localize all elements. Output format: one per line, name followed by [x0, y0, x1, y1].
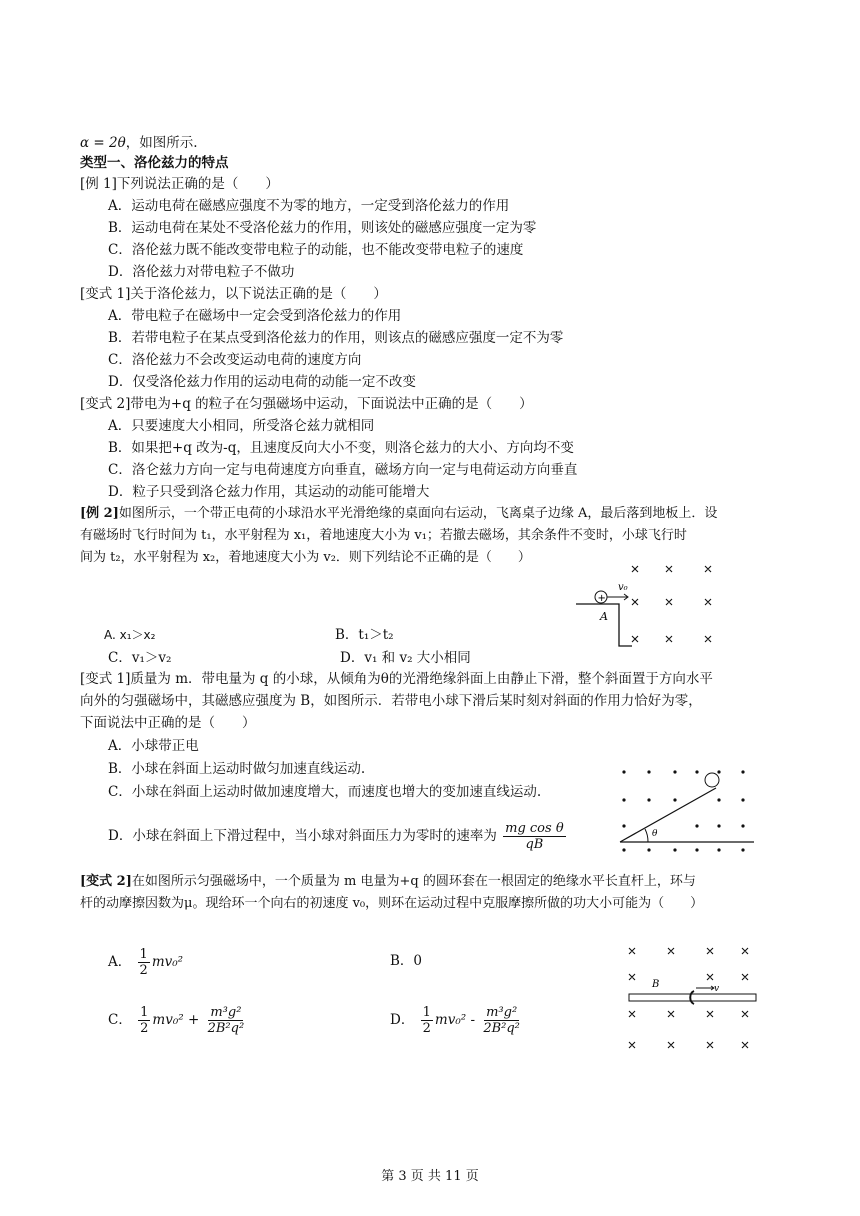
- rod-fig-b: B: [652, 979, 660, 990]
- ex1-option-b: B．运动电荷在某处不受洛伦兹力的作用，则该处的磁感应强度一定为零: [108, 220, 537, 236]
- var3-option-b: B．小球在斜面上运动时做匀加速直线运动.: [108, 761, 366, 777]
- var2-stem-text: 带电为+q 的粒子在匀强磁场中运动，下面说法中正确的是（ ）: [130, 396, 533, 412]
- intro-line: [80, 134, 198, 152]
- mv-term: mv₀²: [151, 954, 184, 970]
- insulating-rod: [629, 994, 756, 1001]
- theta-arc: [645, 829, 648, 842]
- var4-option-a: [108, 944, 183, 980]
- var2-option-c: C．洛仑兹力方向一定与电荷速度方向垂直，磁场方向一定与电荷运动方向垂直: [108, 462, 578, 478]
- half-fraction-d: [421, 1005, 433, 1036]
- var2-label: [变式 2]: [80, 396, 131, 412]
- var3-option-c: C．小球在斜面上运动时做加速度增大，而速度也增大的变加速直线运动.: [108, 784, 542, 800]
- var3-option-d-fraction: [503, 821, 566, 852]
- var4-option-d: D． $\frac{1}{2}$ mv₀² - $\frac{\text{m³g²}}{\text{2B²q²}}$: [390, 1005, 520, 1036]
- var3-line-1: [80, 670, 713, 688]
- var1-option-d: D．仅受洛伦兹力作用的运动电荷的动能一定不改变: [108, 374, 416, 390]
- var4-line-1-text: 在如图所示匀强磁场中，一个质量为 m 电量为+q 的圆环套在一根固定的绝缘水平长直杆上，环与: [131, 874, 696, 889]
- var3-option-a: A．小球带正电: [108, 738, 199, 754]
- half-num: 1: [139, 947, 148, 962]
- frac-denominator: qB: [525, 837, 544, 852]
- mv-term-c: mv₀²: [152, 1012, 184, 1028]
- intro-text: ，如图所示.: [125, 135, 198, 151]
- mg-fraction-d: [481, 1005, 522, 1036]
- ex2-line-1: [80, 505, 717, 523]
- var2-stem: [80, 395, 533, 413]
- var3-label: [变式 1]: [80, 671, 131, 687]
- rod-figure: [626, 944, 760, 1054]
- half-fraction: [138, 947, 150, 978]
- section-title: 类型一、洛伦兹力的特点: [80, 155, 229, 171]
- ex2-option-b: B．t₁＞t₂: [335, 627, 394, 643]
- mv-term-d: mv₀²: [434, 1012, 467, 1028]
- ex1-stem: [80, 175, 279, 193]
- var4-option-b: B．0: [390, 953, 423, 969]
- mg-num-d: m³g²: [486, 1005, 518, 1020]
- ex1-option-a: A．运动电荷在磁感应强度不为零的地方，一定受到洛伦兹力的作用: [108, 198, 510, 214]
- var4-option-c: C． $\frac{1}{2}$ mv₀² + $\frac{\text{m³g²}}{\text{2B²q²}}$: [108, 1005, 245, 1036]
- mg-den-c: 2B²q²: [207, 1021, 245, 1036]
- var1-stem-text: 关于洛伦兹力，以下说法正确的是（ ）: [130, 286, 387, 302]
- magnetic-field-crosses: [632, 566, 711, 642]
- intro-formula: α = 2θ: [80, 135, 126, 151]
- var4-line-1: [80, 873, 696, 891]
- page-footer: 第 3 页 共 11 页: [381, 1169, 479, 1184]
- var2-option-d: D．粒子只受到洛仑兹力作用，其运动的动能可能增大: [108, 484, 430, 500]
- var4-line-2: 杆的动摩擦因数为μ。现给环一个向右的初速度 v₀，则环在运动过程中克服摩擦所做的功大小可能为（ ）: [80, 896, 704, 911]
- ex2-fig-v0: v₀: [618, 582, 628, 593]
- ex2-option-c: C．v₁＞v₂: [108, 650, 172, 666]
- incline-ball: [705, 773, 719, 787]
- ex2-option-d: D．v₁ 和 v₂ 大小相同: [340, 650, 471, 666]
- var4-option-a-label: A．: [108, 954, 132, 970]
- var3-option-d: [108, 818, 568, 854]
- ex2-fig-a: A: [600, 610, 608, 623]
- var1-option-b: B．若带电粒子在某点受到洛伦兹力的作用，则该点的磁感应强度一定不为零: [108, 330, 564, 346]
- theta-label: θ: [652, 829, 658, 839]
- incline-figure: [616, 764, 756, 856]
- ex2-figure: [574, 560, 754, 660]
- var4-label: [变式 2]: [80, 874, 132, 889]
- var3-line-1-text: 质量为 m．带电量为 q 的小球，从倾角为θ的光滑绝缘斜面上由静止下滑，整个斜面置于方向水平: [130, 671, 713, 687]
- ex2-option-a: A. x₁＞x₂: [104, 628, 156, 642]
- var1-stem: [80, 285, 387, 303]
- half-fraction-c: [138, 1005, 150, 1036]
- incline-slope: [620, 788, 716, 842]
- var2-option-b: B．如果把+q 改为-q，且速度反向大小不变，则洛仑兹力的大小、方向均不变: [108, 440, 574, 456]
- var1-label: [变式 1]: [80, 286, 131, 302]
- ex1-option-d: D．洛伦兹力对带电粒子不做功: [108, 264, 295, 280]
- var4-option-c-label: C．: [108, 1012, 132, 1028]
- mg-num-c: m³g²: [210, 1005, 242, 1020]
- ex1-label: [例 1]: [80, 176, 117, 192]
- mg-fraction-c: [206, 1005, 247, 1036]
- var3-line-2: 向外的匀强磁场中，其磁感应强度为 B，如图所示．若带电小球下滑后某时刻对斜面的作用力恰好为零，: [80, 693, 702, 709]
- velocity-arrow: [607, 594, 628, 600]
- var1-option-c: C．洛伦兹力不会改变运动电荷的速度方向: [108, 352, 362, 368]
- half-den-d: 2: [422, 1021, 431, 1036]
- ex2-line-3: 间为 t₂，水平射程为 x₂，着地速度大小为 v₂．则下列结论不正确的是（ ）: [80, 550, 531, 565]
- ball-plus-sign: +: [597, 593, 606, 604]
- var3-line-3: 下面说法中正确的是（ ）: [80, 715, 256, 731]
- ex2-line-2: 有磁场时飞行时间为 t₁，水平射程为 x₁，着地速度大小为 v₁；若撤去磁场，其余条件不变时，小球飞行时: [80, 528, 687, 543]
- var3-option-d-text: D．小球在斜面上下滑过程中，当小球对斜面压力为零时的速率为: [108, 828, 497, 844]
- var2-option-a: A．只要速度大小相同，所受洛仑兹力就相同: [108, 418, 375, 434]
- half-den-c: 2: [140, 1021, 149, 1036]
- var1-option-a: A．带电粒子在磁场中一定会受到洛伦兹力的作用: [108, 308, 402, 324]
- ex2-label: [例 2]: [80, 506, 119, 521]
- rod-fig-v: v: [714, 984, 720, 994]
- ex1-stem-text: 下列说法正确的是（ ）: [116, 176, 279, 192]
- ring-velocity-arrow: [696, 986, 714, 990]
- magnetic-field-dots: [622, 770, 744, 851]
- ex2-line-1-text: 如图所示，一个带正电荷的小球沿水平光滑绝缘的桌面向右运动，飞离桌子边缘 A，最后落到地板上．设: [118, 506, 718, 521]
- half-num-d: 1: [422, 1005, 431, 1020]
- var4-option-d-label: D．: [390, 1012, 415, 1028]
- ex1-option-c: C．洛伦兹力既不能改变带电粒子的动能，也不能改变带电粒子的速度: [108, 242, 524, 258]
- half-num-c: 1: [140, 1005, 149, 1020]
- mg-den-d: 2B²q²: [483, 1021, 520, 1036]
- half-den: 2: [139, 963, 148, 978]
- frac-numerator: mg cos θ: [505, 821, 564, 836]
